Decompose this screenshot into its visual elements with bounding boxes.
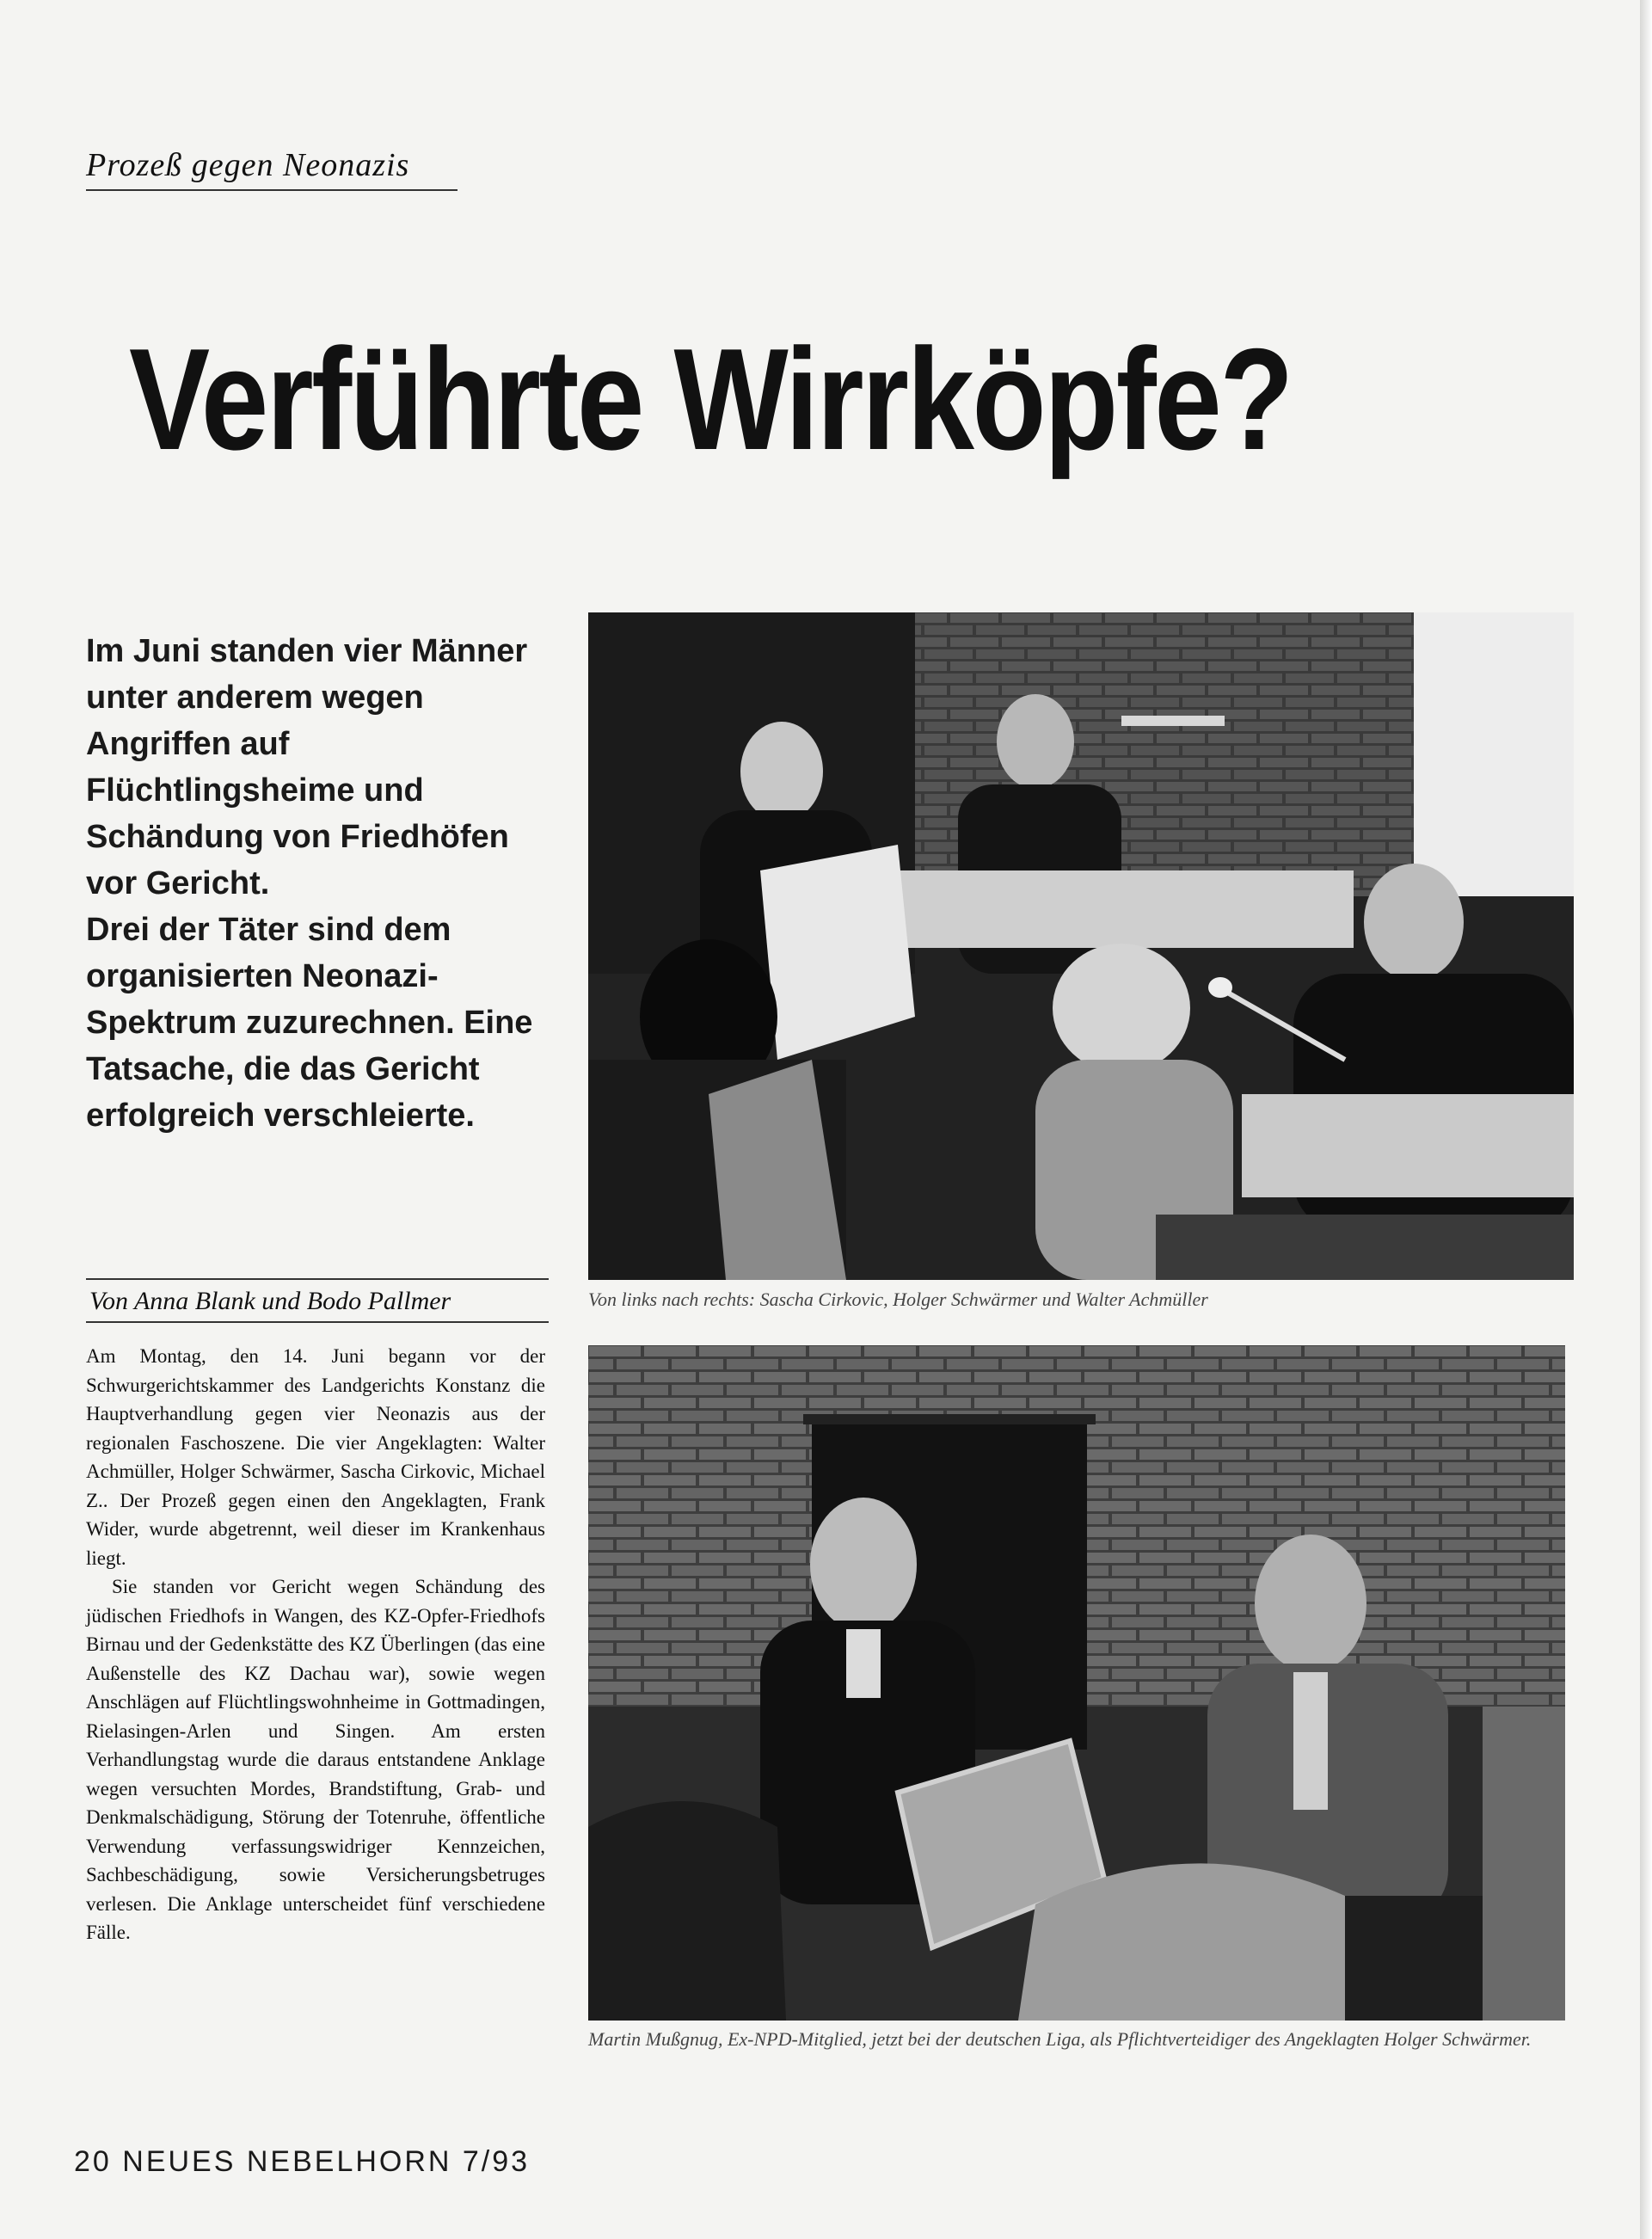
- article-byline: Von Anna Blank und Bodo Pallmer: [86, 1278, 549, 1323]
- lead-paragraph-1: Im Juni standen vier Männer unter anderem wegen Angriffen auf Flüchtlingsheime und Schändung von Friedhöfen vor Gericht.: [86, 633, 528, 901]
- article-kicker: Prozeß gegen Neonazis: [86, 146, 458, 191]
- lead-paragraph-2: Drei der Täter sind dem organisierten Neonazi-Spektrum zuzurechnen. Eine Tatsache, die das Gericht erfolgreich verschleierte.: [86, 912, 533, 1134]
- article-body: [86, 1342, 545, 1947]
- courtroom-photo-lawyer: [588, 1345, 1565, 2021]
- body-paragraph-1: Am Montag, den 14. Juni begann vor der Schwurgerichtskammer des Landgerichts Konstanz die Hauptverhandlung gegen vier Neonazis aus der regionalen Faschoszene. Die vier Angeklagten: Walter Achmüller, Holger Schwärmer, Sascha Cirkovic, Michael Z.. Der Prozeß gegen einen den Angeklagten, Frank Wider, wurde abgetrennt, weil dieser im Krankenhaus liegt.: [86, 1345, 545, 1569]
- page-edge: [1640, 0, 1652, 2239]
- courtroom-photo-defendants: [588, 612, 1574, 1280]
- photo1-caption: Von links nach rechts: Sascha Cirkovic, Holger Schwärmer und Walter Achmüller: [588, 1289, 1208, 1310]
- page-footer: 20 NEUES NEBELHORN 7/93: [74, 2145, 531, 2178]
- body-paragraph-2: Sie standen vor Gericht wegen Schändung des jüdischen Friedhofs in Wangen, des KZ-Opfer-Friedhofs Birnau und der Gedenkstätte des KZ Überlingen (das eine Außenstelle des KZ Dachau war), sowie wegen Anschlägen auf Flüchtlingswohnheime in Gottmadingen, Rielasingen-Arlen und Singen. Am ersten Verhandlungstag wurde die daraus entstandene Anklage wegen versuchten Mordes, Brandstiftung, Grab- und Denkmalschädigung, Störung der Totenruhe, öffentliche Verwendung verfassungswidriger Kennzeichen, Sachbeschädigung, sowie Versicherungsbetruges verlesen. Die Anklage unterscheidet fünf verschiedene Fälle.: [86, 1576, 545, 1943]
- photo2-caption: Martin Mußgnug, Ex-NPD-Mitglied, jetzt bei der deutschen Liga, als Pflichtverteidiger des Angeklagten Holger Schwärmer.: [588, 2028, 1532, 2050]
- article-headline: Verführte Wirrköpfe?: [129, 318, 1292, 480]
- article-lead: [86, 628, 550, 1139]
